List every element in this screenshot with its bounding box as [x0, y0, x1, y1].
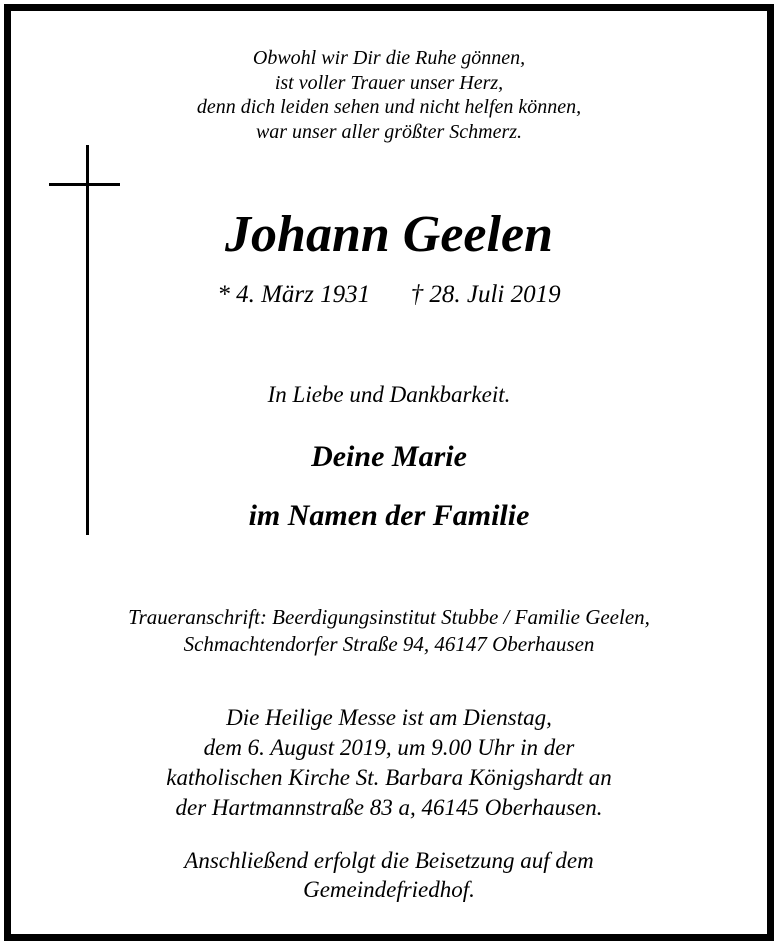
condolence-address-line: Traueranschrift: Beerdigungsinstitut Stubbe / Familie Geelen,	[128, 605, 650, 629]
poem-line: Obwohl wir Dir die Ruhe gönnen,	[252, 47, 526, 69]
deceased-name: Johann Geelen	[225, 206, 553, 263]
poem-line: ist voller Trauer unser Herz,	[274, 72, 504, 94]
poem-line: war unser aller größter Schmerz.	[255, 121, 523, 143]
mass-info-line: dem 6. August 2019, um 9.00 Uhr in der	[203, 735, 575, 760]
burial-info-line: Gemeindefriedhof.	[303, 877, 475, 902]
mass-info-line: der Hartmannstraße 83 a, 46145 Oberhausen.	[175, 795, 603, 820]
obituary-frame	[4, 4, 774, 941]
mass-info-line: katholischen Kirche St. Barbara Königshardt an	[166, 765, 612, 790]
mass-info-line: Die Heilige Messe ist am Dienstag,	[226, 705, 552, 730]
cross-icon-bar	[49, 183, 120, 186]
burial-info-line: Anschließend erfolgt die Beisetzung auf dem	[184, 848, 594, 873]
birth-date: * 4. März 1931	[217, 281, 371, 308]
cross-icon	[86, 145, 89, 535]
death-date: † 28. Juli 2019	[410, 281, 561, 308]
farewell-text: In Liebe und Dankbarkeit.	[267, 382, 511, 407]
signatory-family: im Namen der Familie	[248, 499, 530, 532]
condolence-address-line: Schmachtendorfer Straße 94, 46147 Oberhausen	[183, 632, 595, 656]
poem-line: denn dich leiden sehen und nicht helfen können,	[196, 96, 582, 118]
signatory-name: Deine Marie	[311, 440, 467, 473]
life-dates	[11, 280, 767, 310]
